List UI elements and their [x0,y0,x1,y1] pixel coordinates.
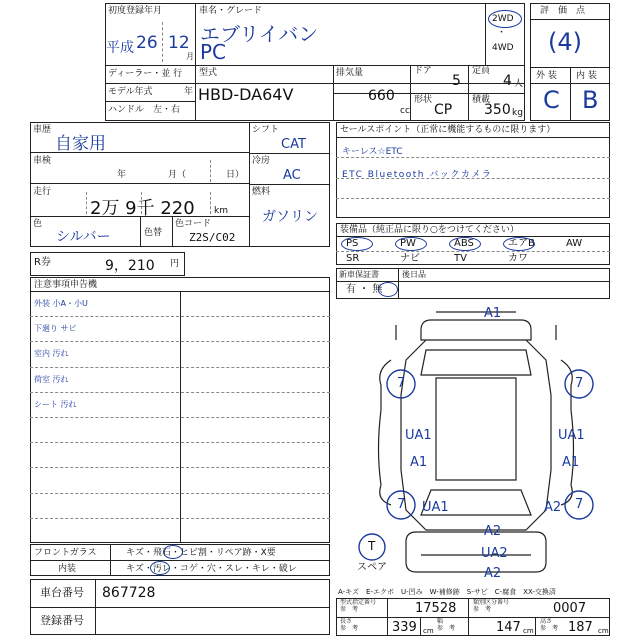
era: 平成 [106,40,134,56]
recycle-label: R券 [34,257,51,268]
shift-label: シフト [252,125,280,135]
grade: PC [200,40,227,64]
note-item: 室内 汚れ [34,349,69,359]
name-grade-label: 車名・グレード [199,6,263,16]
mark-rear3: A2 [484,566,502,581]
cc-unit: cc [400,106,410,116]
length-label: 型式指定番号 参 考 [340,599,377,613]
exterior-label: 外 装 [536,71,557,81]
interior-label: 内 装 [576,71,597,81]
note-item: 荷室 汚れ [34,374,69,384]
equipment-item: エアB [508,238,535,249]
chassis-label: 車台番号 [40,586,84,599]
inspection-label: 車検 [33,156,52,166]
door-label: ドア [414,66,432,76]
fuel-label: 燃料 [252,187,271,197]
inspection-year: 年 [117,170,127,180]
note-item: シート 汚れ [34,399,77,409]
fuel-value: ガソリン [262,209,318,225]
inspection-day: 日） [226,170,245,180]
drive-dot: ・ [497,28,507,38]
chassis-value: 867728 [102,585,156,601]
mileage-value: 2万 9千 220 [90,198,195,219]
model-year-label: モデル年式 [108,87,153,97]
equipment-item: カワ [508,253,528,264]
mark-rear1: A2 [484,524,502,539]
eval-score: (4) [548,28,582,56]
warranty-mark-circle [378,282,398,297]
reg-year: 26 [136,33,158,53]
yen-unit: 円 [170,259,180,269]
color-label: 色 [33,219,43,229]
spare-label: スペア [357,562,387,573]
mark-right-top: 7 [575,376,584,391]
interior-grade: B [582,86,599,114]
glass-mark-circle [163,545,183,559]
equipment-circle [503,237,535,251]
reg-month: 12 [168,33,190,53]
class-no: 0007 [553,601,587,616]
color-code-label: 色コード [175,219,212,229]
usage-label: 車歴 [33,125,52,135]
notes-label: 注意事項申告機 [34,280,98,290]
shape-label: 形状 [414,95,433,105]
dim3: 187 [568,620,593,635]
mark-left-top: 7 [397,376,406,391]
car-name: エブリイバン [200,22,319,46]
mark-right-mid2: A1 [562,455,580,470]
model-year-unit: 年 [184,87,194,97]
capacity-value: 4 [503,73,512,89]
equipment-label: 装備品（純正品に限り○をつけてください） [340,225,519,235]
model-value: HBD-DA64V [198,85,294,104]
sales-line2: ETC Bluetooth バックカメラ [342,170,493,180]
mark-left-bot: 7 [397,497,406,512]
equipment-circle [341,237,373,251]
height-label: 高さ 参 考 [540,618,559,632]
equipment-item: SR [346,253,360,264]
dim2: 147 [496,620,521,635]
person-unit: 人 [514,79,524,89]
drive-4wd: 4WD [492,43,514,53]
kg-unit: kg [512,108,523,118]
recycle-value: 9，210 [105,258,155,274]
cm3: cm [598,627,609,635]
equipment-item: AW [566,238,583,249]
drive-2wd: 2WD [492,14,514,24]
usage-value: 自家用 [55,134,106,154]
load-label: 積載 [472,95,491,105]
km-unit: km [214,206,228,216]
model-label: 型式 [199,68,218,78]
color-code-value: Z2S/C02 [189,231,236,244]
registry-label: 後日品 [402,270,426,279]
sales-label: セールスポイント（正常に機能するものに限ります） [340,125,556,135]
class-label: 類別区分番号 参 考 [473,599,510,613]
mark-left-mid1: UA1 [405,428,432,443]
interior-mark-circle [150,561,170,575]
cm1: cm [423,627,434,635]
interior-items: キズ・汚レ・コゲ・穴・スレ・キレ・破レ [126,564,297,574]
ac-value: AC [283,168,301,183]
equipment-item: PW [400,238,416,249]
shift-value: CAT [281,137,306,152]
displacement-value: 660 [368,88,395,104]
mark-right-bot: 7 [575,497,584,512]
mark-right-mid1: UA1 [558,428,585,443]
note-item: 外装 小A・小U [34,299,88,308]
inspection-month: 月（ [168,170,187,180]
front-glass-label: フロントガラス [34,548,97,558]
spec-no: 17528 [415,601,457,616]
spare-circle-label: T [368,539,376,553]
dims-label: 長さ 参 考 [340,618,359,632]
mark-right-rear: A2 [544,500,562,515]
mark-rear2: UA2 [481,546,508,561]
mileage-label: 走行 [33,187,52,197]
dim1: 339 [392,620,417,635]
displacement-label: 排気量 [336,68,364,78]
load-value: 350 [484,102,511,118]
equipment-item: ナビ [400,253,420,264]
warranty-value: 有 ・ 無 [346,284,383,295]
equipment-circle [395,237,427,251]
mark-left-rear: UA1 [422,500,449,515]
mark-left-mid2: A1 [410,455,428,470]
handle-label: ハンドル 左・右 [108,105,181,115]
interior-label2: 内装 [58,564,77,574]
door-value: 5 [452,73,461,89]
dealer-label: ディーラー・並 行 [108,69,183,79]
mark-top: A1 [484,306,502,321]
sales-line1: キーレス☆ETC [342,147,403,157]
width-label: 幅 参 考 [437,618,456,632]
ac-label: 冷房 [252,156,271,166]
cm2: cm [523,627,534,635]
equipment-item: ABS [454,238,474,249]
color-change-label: 色替 [144,228,163,238]
equipment-item: PS [346,238,359,249]
capacity-label: 定員 [472,66,491,76]
month-unit: 月 [186,52,194,61]
first-reg-label: 初度登録年月 [108,6,163,16]
reg-label: 登録番号 [40,614,84,627]
warranty-label: 新車保証書 [339,270,379,279]
front-glass-items: キズ・飛石・ヒビ割・リペア跡・X要 [126,548,276,558]
shape-value: CP [434,102,453,118]
exterior-grade: C [543,86,560,114]
equipment-item: TV [454,253,467,264]
note-item: 下廻り サビ [34,324,77,334]
equipment-circle [449,237,481,251]
legend: A-キズ E-エクボ U-凹み W-補修跡 S-サビ C-腐食 XX-交換済 [338,588,556,596]
color-value: シルバー [56,229,111,245]
eval-label: 評 価 点 [540,6,586,16]
